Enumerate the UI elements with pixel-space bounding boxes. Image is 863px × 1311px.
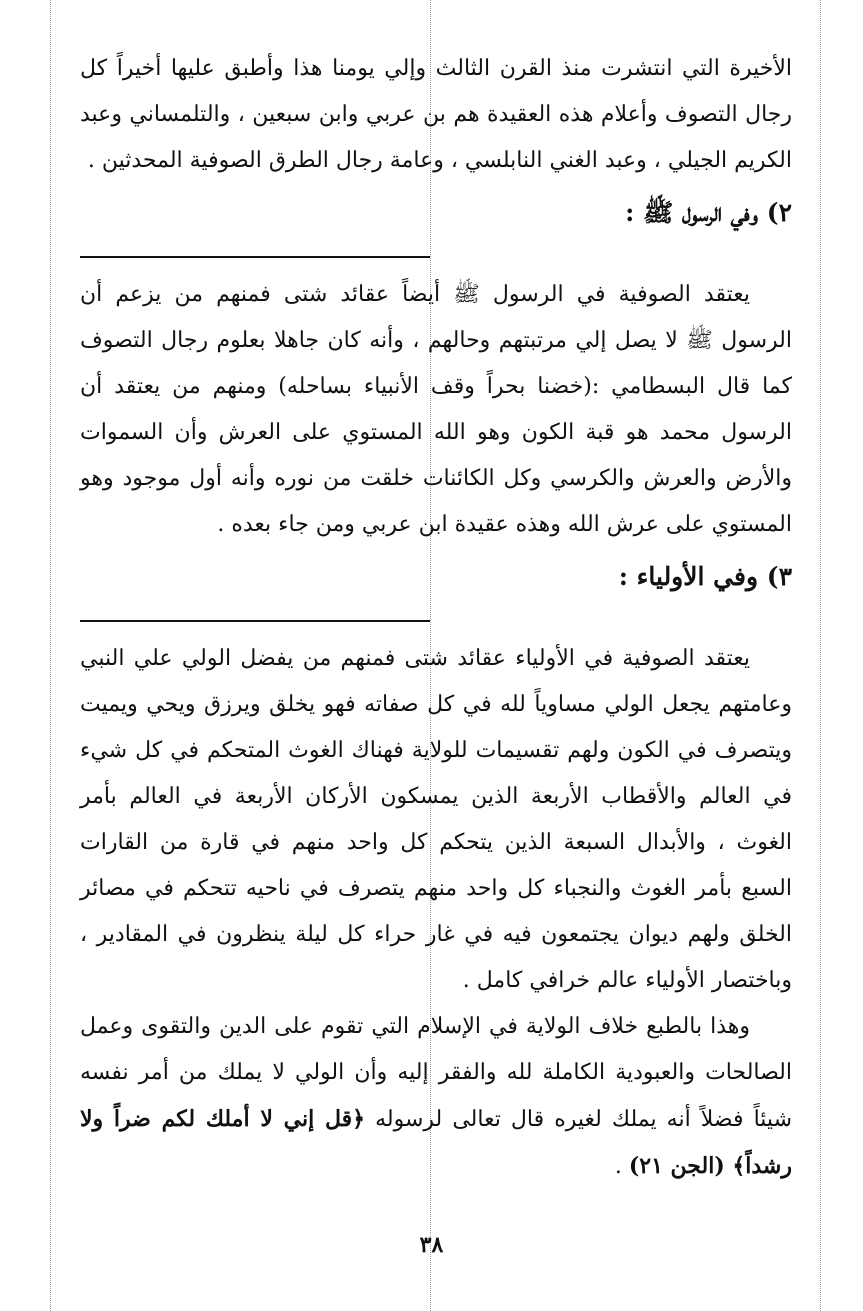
- closing-paragraph-text: وهذا بالطبع خلاف الولاية في الإسلام التي تقوم على الدين والتقوى وعمل الصالحات والعبودية الكاملة لله والفقر إليه وأن الولي لا يملك من أمر نفسه شيئاً فضلاً أنه يملك لغيره قال تعالى لرسوله: [80, 1014, 792, 1132]
- section-2-paragraph: يعتقد الصوفية في الرسول ﷺ أيضاً عقائد شتى فمنهم من يزعم أن الرسول ﷺ لا يصل إلي مرتبتهم وحالهم ، وأنه كان جاهلا بعلوم رجال التصوف كما قال البسطامي :(خضنا بحراً وقف الأنبياء بساحله) ومنهم من يعتقد أن الرسول محمد هو قبة الكون وهو الله المستوي على العرش وأن السموات والأرض والعرش والكرسي وكل الكائنات خلقت من نوره وأنه أول موجود وهو المستوي على عرش الله وهذه عقيدة ابن عربي ومن جاء بعده .: [80, 282, 792, 537]
- document-page: [80, 46, 792, 1190]
- intro-paragraph: الأخيرة التي انتشرت منذ القرن الثالث وإلي يومنا هذا وأطبق عليها أخيراً كل رجال التصوف وأعلام هذه العقيدة هم بن عربي وابن سبعين ، والتلمساني وعبد الكريم الجيلي ، وعبد الغني النابلسي ، وعامة رجال الطرق الصوفية المحدثين .: [80, 56, 792, 173]
- section-2-divider: [80, 256, 430, 258]
- section-3-paragraph: يعتقد الصوفية في الأولياء عقائد شتى فمنهم من يفضل الولي علي النبي وعامتهم يجعل الولي مساوياً لله في كل صفاته فهو يخلق ويرزق ويحي ويميت ويتصرف في الكون ولهم تقسيمات للولاية فهناك الغوث المتحكم في كل شيء في العالم والأقطاب الأربعة الذين يمسكون الأركان الأربعة في العالم بأمر الغوث ، والأبدال السبعة الذين يتحكم كل واحد منهم في قارة من القارات السبع بأمر الغوث والنجباء كل واحد منهم يتصرف في ناحيه تتحكم في مصائر الخلق ولهم ديوان يجتمعون فيه في غار حراء كل ليلة ينظرون في المقادير ، وباختصار الأولياء عالم خرافي كامل .: [80, 646, 792, 993]
- section-3-divider: [80, 620, 430, 622]
- closing-paragraph: [80, 1004, 792, 1190]
- page-number: ٣٨: [419, 1232, 444, 1258]
- scan-margin-line-right: [820, 0, 821, 1311]
- closing-paragraph-end: .: [614, 1154, 629, 1179]
- section-2-heading: ٢) وفي الرسول ﷺ :: [625, 198, 792, 227]
- scan-margin-line-left: [50, 0, 51, 1311]
- section-3-heading: ٣) وفي الأولياء :: [618, 562, 792, 591]
- quran-quote: ﴿قل إني لا أملك لكم ضراً ولا رشداً﴾ (الجن ٢١): [80, 1106, 792, 1179]
